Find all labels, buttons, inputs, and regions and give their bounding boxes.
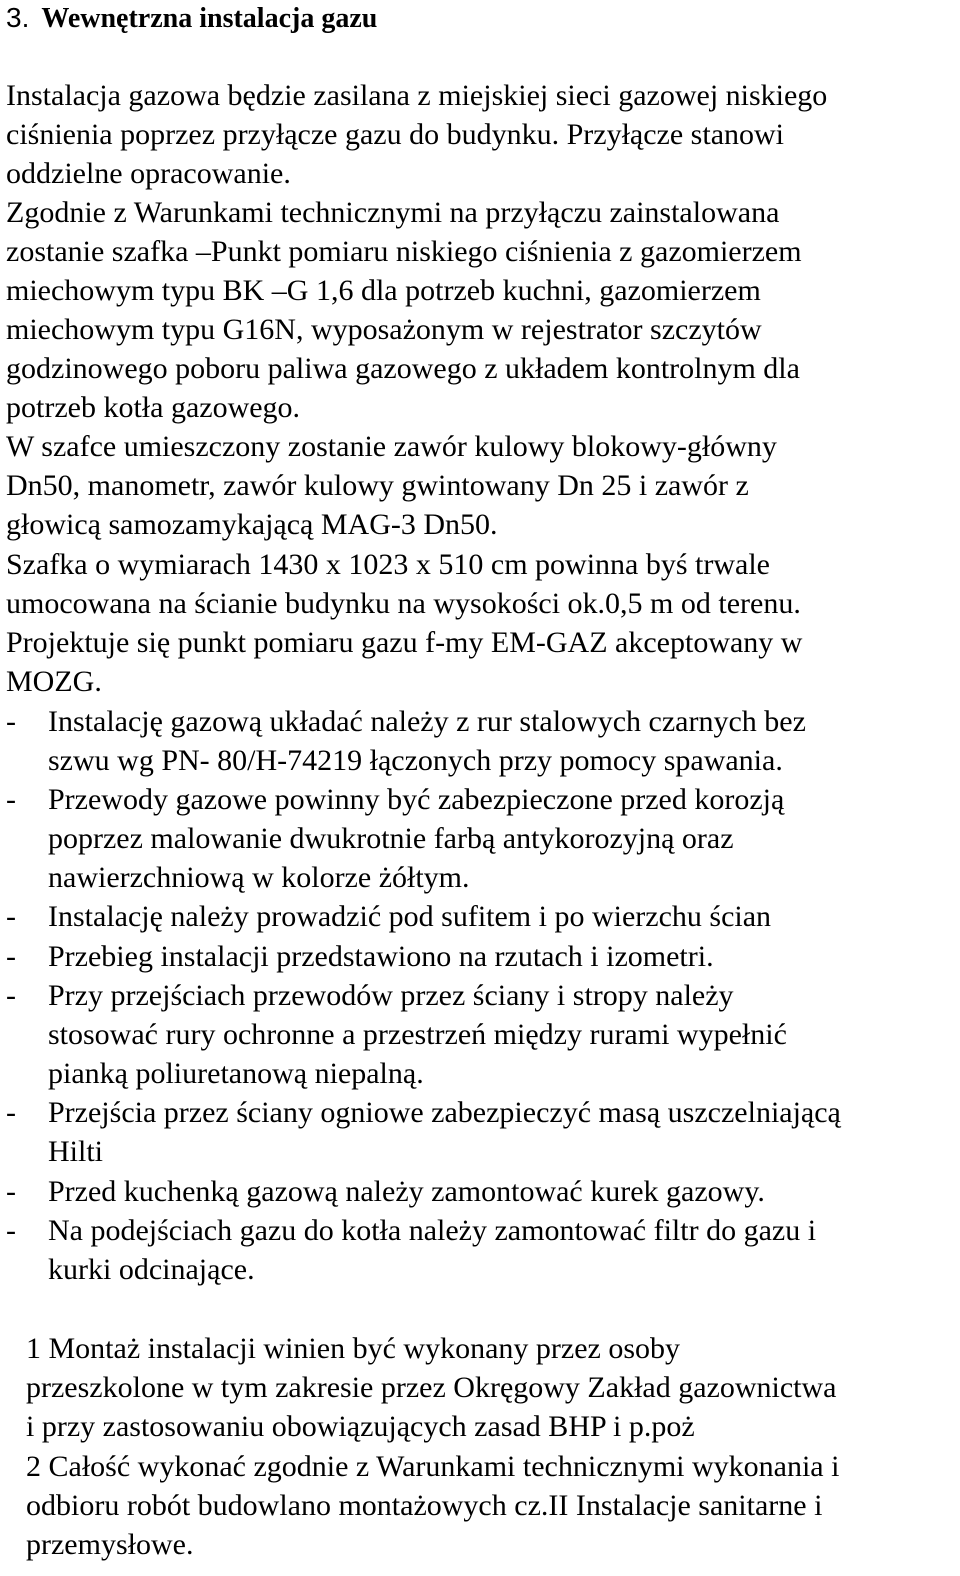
body-line: Instalacja gazowa będzie zasilana z miejskiej sieci gazowej niskiego [6,79,828,112]
footnote-line: i przy zastosowaniu obowiązujących zasad BHP i p.poż [26,1410,695,1443]
bullet-dash: - [6,705,16,738]
footnote-line: przemysłowe. [26,1528,194,1561]
body-line: miechowym typu BK –G 1,6 dla potrzeb kuchni, gazomierzem [6,274,761,307]
body-line: potrzeb kotła gazowego. [6,391,301,424]
bullet-line: Przewody gazowe powinny być zabezpieczone przed korozją [48,783,785,816]
footnote-line: odbioru robót budowlano montażowych cz.II Instalacje sanitarne i [26,1489,823,1522]
body-line: Zgodnie z Warunkami technicznymi na przyłączu zainstalowana [6,196,780,229]
bullet-line: Na podejściach gazu do kotła należy zamontować filtr do gazu i [48,1214,817,1247]
section-heading [6,0,377,36]
bullet-line: Instalację gazową układać należy z rur stalowych czarnych bez [48,705,806,738]
bullet-dash: - [6,940,16,973]
body-line: głowicą samozamykającą MAG-3 Dn50. [6,508,498,541]
bullet-line: Przy przejściach przewodów przez ściany i stropy należy [48,979,734,1012]
body-line: miechowym typu G16N, wyposażonym w rejestrator szczytów [6,313,762,346]
bullet-dash: - [6,979,16,1012]
body-line: MOZG. [6,665,102,698]
bullet-line: szwu wg PN- 80/H-74219 łączonych przy pomocy spawania. [48,744,783,777]
body-line: zostanie szafka –Punkt pomiaru niskiego ciśnienia z gazomierzem [6,235,802,268]
bullet-line: Przed kuchenką gazową należy zamontować kurek gazowy. [48,1175,765,1208]
bullet-dash: - [6,1214,16,1247]
bullet-dash: - [6,1096,16,1129]
section-title: Wewnętrzna instalacja gazu [41,3,378,34]
bullet-line: Przejścia przez ściany ogniowe zabezpieczyć masą uszczelniającą [48,1096,841,1129]
body-line: W szafce umieszczony zostanie zawór kulowy blokowy-główny [6,430,777,463]
bullet-dash: - [6,900,16,933]
bullet-line: poprzez malowanie dwukrotnie farbą antykorozyjną oraz [48,822,734,855]
body-line: Projektuje się punkt pomiaru gazu f-my EM-GAZ akceptowany w [6,626,803,659]
footnote-line: przeszkolone w tym zakresie przez Okręgowy Zakład gazownictwa [26,1371,837,1404]
bullet-line: Instalację należy prowadzić pod sufitem i po wierzchu ścian [48,900,772,933]
body-line: umocowana na ścianie budynku na wysokości ok.0,5 m od terenu. [6,587,801,620]
bullet-line: Hilti [48,1135,104,1168]
bullet-line: Przebieg instalacji przedstawiono na rzutach i izometri. [48,940,714,973]
body-line: godzinowego poboru paliwa gazowego z układem kontrolnym dla [6,352,800,385]
body-line: ciśnienia poprzez przyłącze gazu do budynku. Przyłącze stanowi [6,118,785,151]
bullet-line: pianką poliuretanową niepalną. [48,1057,424,1090]
body-line: Szafka o wymiarach 1430 x 1023 x 510 cm powinna byś trwale [6,548,770,581]
section-number: 3. [6,2,30,33]
bullet-dash: - [6,1175,16,1208]
footnote-line: 1 Montaż instalacji winien być wykonany przez osoby [26,1332,680,1365]
body-line: Dn50, manometr, zawór kulowy gwintowany Dn 25 i zawór z [6,469,749,502]
bullet-line: stosować rury ochronne a przestrzeń między rurami wypełnić [48,1018,787,1051]
bullet-line: nawierzchniową w kolorze żółtym. [48,861,470,894]
body-line: oddzielne opracowanie. [6,157,291,190]
footnote-line: 2 Całość wykonać zgodnie z Warunkami technicznymi wykonania i [26,1450,840,1483]
bullet-dash: - [6,783,16,816]
bullet-line: kurki odcinające. [48,1253,255,1286]
